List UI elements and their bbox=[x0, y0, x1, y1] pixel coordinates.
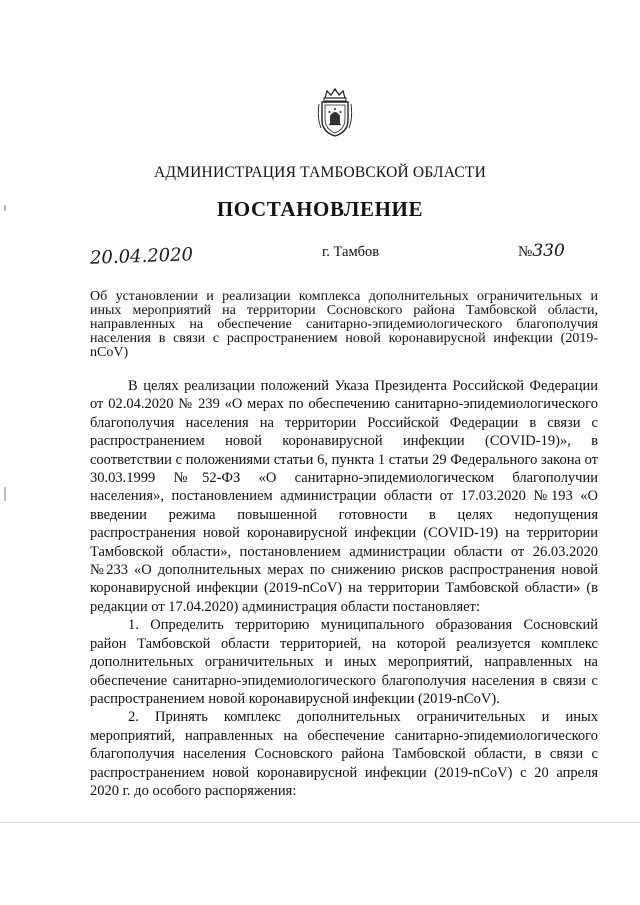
clause-2-paragraph: 2. Принять комплекс дополнительных ограничительных и иных мероприятий, направленных на обеспечение санитарно-эпидемиологического благополучия населения Сосновского района Тамбовской области, в связи с распространением новой коронавирусной инфекции (2019-nCoV) с 20 апреля 2020 г. до особого распоряжения: bbox=[90, 709, 598, 799]
document-type-title: ПОСТАНОВЛЕНИЕ bbox=[216, 197, 424, 221]
handwritten-date: 20.04.2020 bbox=[89, 244, 194, 269]
page-bottom-divider bbox=[0, 822, 640, 823]
document-body bbox=[90, 377, 598, 800]
scan-margin-mark bbox=[4, 487, 6, 501]
agency-name: АДМИНИСТРАЦИЯ ТАМБОВСКОЙ ОБЛАСТИ bbox=[154, 164, 486, 181]
document-number bbox=[518, 241, 565, 261]
handwritten-number: 330 bbox=[532, 241, 565, 261]
tambov-coat-of-arms-icon bbox=[313, 88, 357, 138]
number-prefix: № bbox=[518, 244, 533, 260]
scan-margin-mark bbox=[4, 205, 6, 211]
city-label: г. Тамбов bbox=[322, 244, 380, 260]
preamble-paragraph: В целях реализации положений Указа Президента Российской Федерации от 02.04.2020 № 239 «О мерах по обеспечению санитарно-эпидемиологического благополучия населения на территории Российской Федерации в связи с распространением новой коронавирусной инфекции (COVID-19)», в соответствии с положениями статьи 6, пункта 1 статьи 29 Федерального закона от 30.03.1999 №52-ФЗ «О санитарно-эпидемиологическом благополучии населения», постановлением администрации области от 17.03.2020 №193 «О введении режима повышенной готовности в целях недопущения распространения новой коронавирусной инфекции (COVID-19) на территории Тамбовской области», постановлением администрации области от 26.03.2020 №233 «О дополнительных мерах по снижению рисков распространения новой коронавирусной инфекции (2019-nCoV) на территории Тамбовской области» (в редакции от 17.04.2020) администрация области постановляет: bbox=[90, 378, 598, 615]
clause-1-paragraph: 1. Определить территорию муниципального образования Сосновский район Тамбовской области территорией, на которой реализуется комплекс дополнительных ограничительных и иных мероприятий, направленных на обеспечение санитарно-эпидемиологического благополучия населения в связи с распространением новой коронавирусной инфекции (2019-nCoV). bbox=[90, 617, 598, 707]
document-subject: Об установлении и реализации комплекса дополнительных ограничительных и иных мероприятий на территории Сосновского района Тамбовской области, направленных на обеспечение санитарно-эпидемиологического благополучия населения в связи с распространением новой коронавирусной инфекции (2019-nCoV) bbox=[90, 289, 598, 360]
